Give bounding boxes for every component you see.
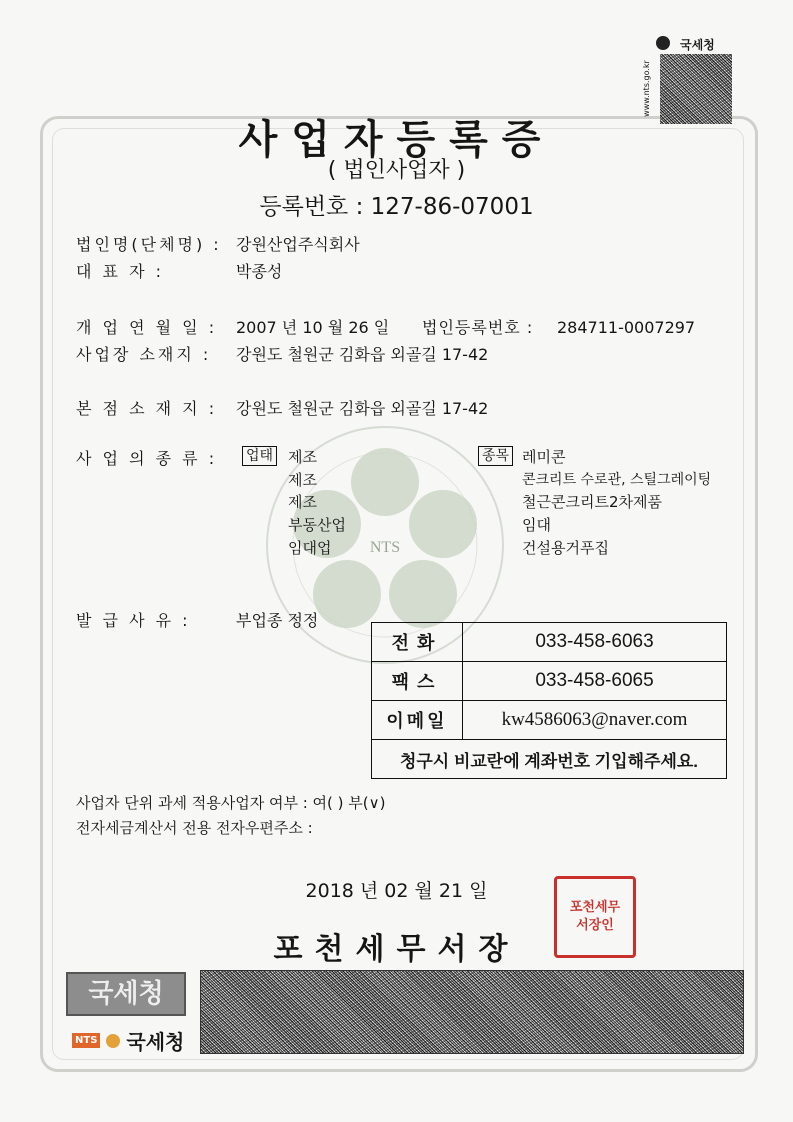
opening-date-row: [76, 315, 695, 338]
category-5: 임대업: [288, 539, 332, 557]
field-label: 법인등록번호 :: [422, 318, 534, 337]
watermark-center-text: NTS: [369, 539, 401, 556]
item-2: 콘크리트 수로관, 스틸그레이팅: [522, 472, 712, 488]
field-value: 2007 년 10 월 26 일: [236, 318, 390, 337]
field-label: 사업장 소재지 :: [76, 345, 212, 364]
phone-value: 033-458-6063: [463, 623, 727, 662]
item-4: 임대: [522, 516, 551, 534]
phone-row: [372, 623, 727, 662]
field-label: 발 급 사 유 :: [76, 611, 191, 630]
document-title: 사업자등록증: [238, 117, 555, 163]
field-label: 법인명(단체명) :: [76, 235, 222, 254]
issue-reason-row: [76, 608, 318, 631]
email-value: kw4586063@naver.com: [463, 701, 727, 740]
registration-number: 등록번호 : 127-86-07001: [259, 194, 534, 220]
nts-logo-large: 국세청: [66, 972, 186, 1016]
email-row: [372, 701, 727, 740]
contact-box: [371, 622, 727, 779]
field-value: 강원도 철원군 김화읍 외골길 17-42: [236, 345, 489, 364]
representative-row: [76, 259, 282, 282]
business-address-row: [76, 342, 488, 365]
field-value: 284711-0007297: [557, 318, 696, 337]
field-label: 대 표 자 :: [76, 262, 165, 281]
note-row: [372, 740, 727, 779]
email-label: 이메일: [372, 701, 463, 740]
issuer-name: 포천세무서장: [273, 932, 520, 967]
category-tag: 업태: [242, 446, 277, 466]
qr-side-text: www.nts.go.kr: [641, 60, 651, 117]
item-tag: 종목: [478, 446, 513, 466]
nts-circle-icon: [656, 36, 670, 50]
billing-note: 청구시 비교란에 계좌번호 기입해주세요.: [372, 740, 727, 779]
fax-value: 033-458-6065: [463, 662, 727, 701]
security-barcode-band: [200, 970, 744, 1054]
issue-date: 2018 년 02 월 21 일: [305, 880, 488, 902]
category-3: 제조: [288, 493, 317, 511]
top-badge-text: 국세청: [680, 38, 715, 52]
item-5: 건설용거푸집: [522, 539, 609, 557]
field-value: 박종성: [236, 262, 283, 281]
official-seal: [554, 876, 636, 958]
fax-label: 팩스: [372, 662, 463, 701]
e-invoice-line: 전자세금계산서 전용 전자우편주소 :: [76, 819, 313, 837]
seal-text: 포천세무서장인: [569, 900, 621, 933]
unit-tax-line: 사업자 단위 과세 적용사업자 여부 : 여( ) 부(∨): [76, 794, 386, 812]
field-value: 강원도 철원군 김화읍 외골길 17-42: [236, 399, 489, 418]
field-value: 부업종 정정: [236, 611, 319, 630]
corp-name-row: [76, 232, 360, 255]
field-label: 개 업 연 월 일 :: [76, 318, 218, 337]
nts-badge: NTS: [72, 1033, 100, 1048]
field-label: 사 업 의 종 류 :: [76, 449, 218, 468]
category-4: 부동산업: [288, 516, 346, 534]
fax-row: [372, 662, 727, 701]
nts-logo-small: [72, 1026, 184, 1055]
phone-label: 전화: [372, 623, 463, 662]
nts-logo-text: 국세청: [126, 1030, 185, 1054]
field-value: 강원산업주식회사: [236, 235, 360, 254]
document-subtitle: ( 법인사업자 ): [327, 158, 466, 183]
business-type-row: [76, 446, 236, 469]
nts-flower-icon: [106, 1034, 120, 1048]
item-1: 레미콘: [522, 448, 566, 466]
category-2: 제조: [288, 471, 317, 489]
category-1: 제조: [288, 448, 317, 466]
item-3: 철근콘크리트2차제품: [522, 493, 662, 511]
field-label: 본 점 소 재 지 :: [76, 399, 218, 418]
head-office-row: [76, 396, 488, 419]
